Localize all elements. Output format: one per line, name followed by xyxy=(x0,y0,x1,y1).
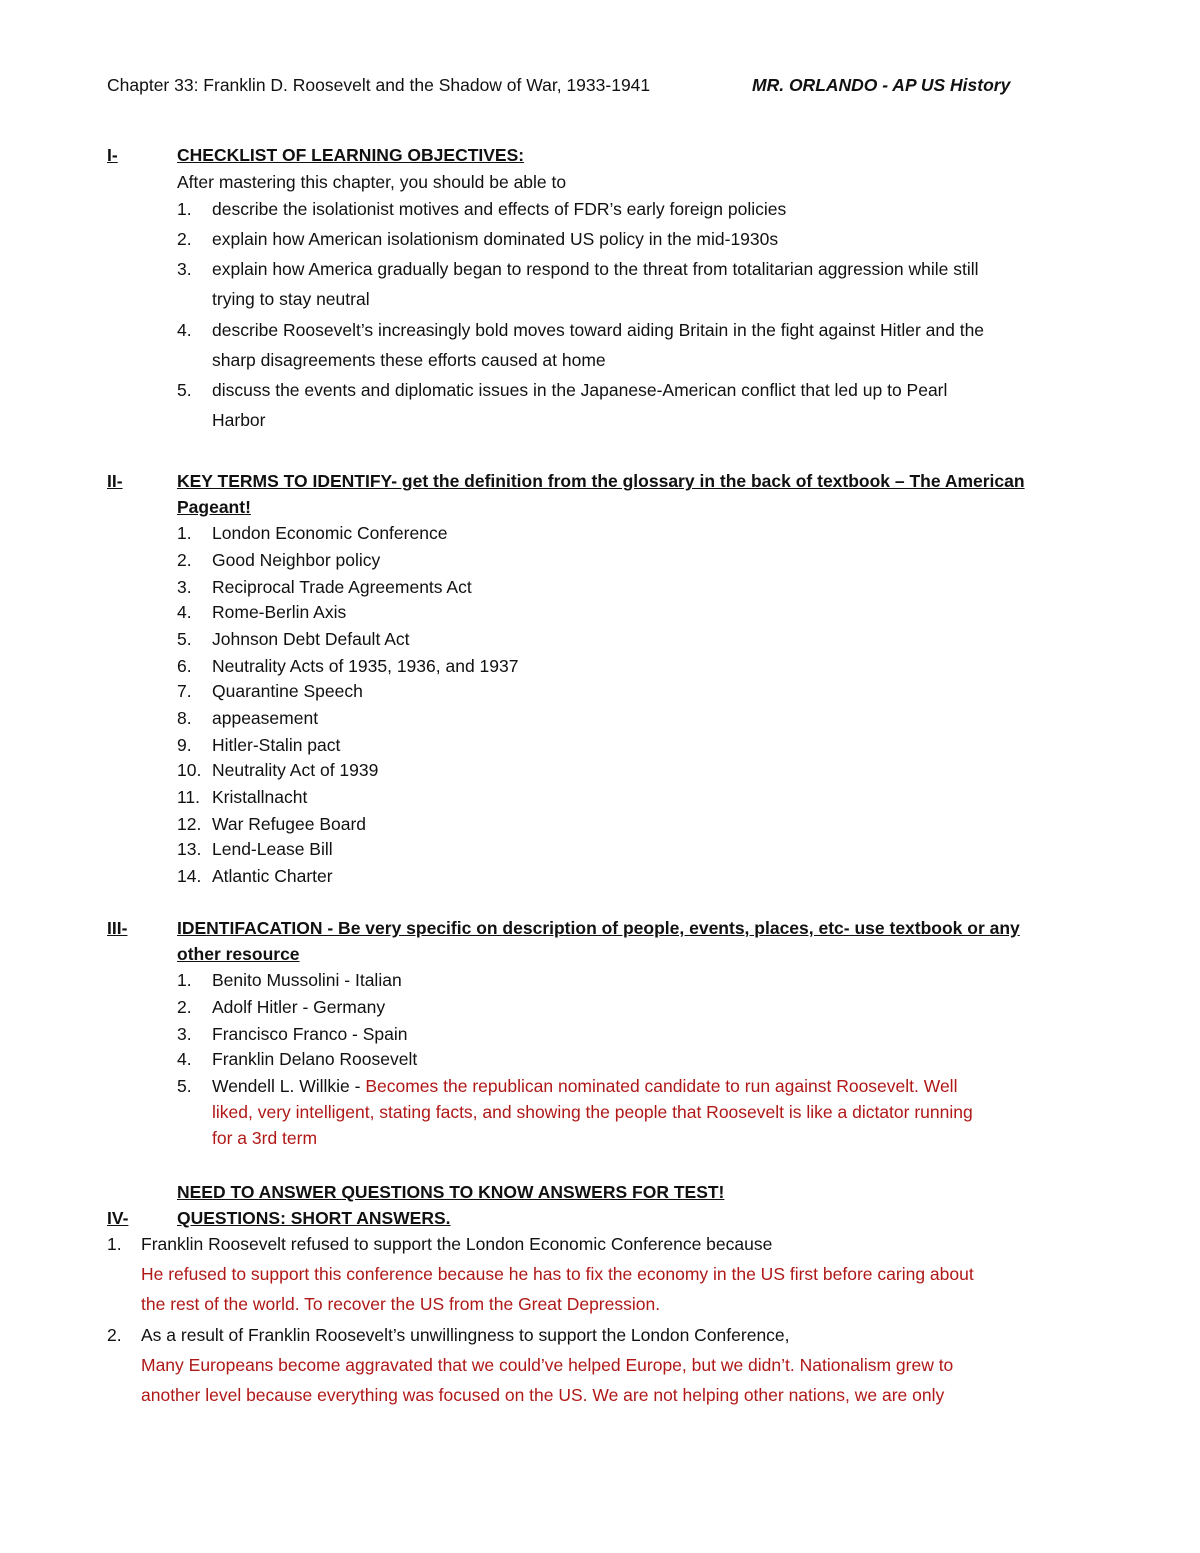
section-3-heading-continued: other resource xyxy=(177,944,300,964)
key-term-number: 4. xyxy=(177,602,192,622)
identification-name: Wendell L. Willkie - xyxy=(212,1076,366,1096)
key-term: Johnson Debt Default Act xyxy=(212,629,410,649)
identification-answer: Becomes the republican nominated candidate to run against Roosevelt. Well xyxy=(365,1076,958,1096)
identification-number: 1. xyxy=(177,970,192,990)
key-term: Neutrality Act of 1939 xyxy=(212,760,379,780)
identification-number: 3. xyxy=(177,1024,192,1044)
objective-number: 4. xyxy=(177,320,192,340)
key-term: Rome-Berlin Axis xyxy=(212,602,347,622)
section-3-numeral: III- xyxy=(107,918,128,938)
section-3-heading: IDENTIFACATION - Be very specific on description of people, events, places, etc- use textbook or any xyxy=(177,918,1020,938)
key-term-number: 2. xyxy=(177,550,192,570)
key-term-number: 14. xyxy=(177,866,202,886)
identification-item: Francisco Franco - Spain xyxy=(212,1024,408,1044)
section-2-numeral: II- xyxy=(107,471,123,491)
key-term: appeasement xyxy=(212,708,319,728)
identification-item: Benito Mussolini - Italian xyxy=(212,970,402,990)
key-term-number: 8. xyxy=(177,708,192,728)
key-term-number: 11. xyxy=(177,787,201,807)
key-term-number: 1. xyxy=(177,523,192,543)
section-4-numeral: IV- xyxy=(107,1208,129,1228)
section-1-intro: After mastering this chapter, you should be able to xyxy=(177,172,567,192)
identification-item: Franklin Delano Roosevelt xyxy=(212,1049,418,1069)
key-term-number: 9. xyxy=(177,735,192,755)
objective-text-continued: trying to stay neutral xyxy=(212,289,370,309)
key-term: London Economic Conference xyxy=(212,523,448,543)
identification-answer-continued: liked, very intelligent, stating facts, and showing the people that Roosevelt is like a dictator running xyxy=(212,1102,973,1122)
key-term: Kristallnacht xyxy=(212,787,308,807)
question-number: 2. xyxy=(107,1325,122,1345)
objective-number: 5. xyxy=(177,380,192,400)
question-number: 1. xyxy=(107,1234,122,1254)
question-text: Franklin Roosevelt refused to support the London Economic Conference because xyxy=(141,1234,773,1254)
section-4-heading: QUESTIONS: SHORT ANSWERS. xyxy=(177,1208,451,1228)
key-term: Quarantine Speech xyxy=(212,681,363,701)
objective-text: describe Roosevelt’s increasingly bold moves toward aiding Britain in the fight against Hitler and the xyxy=(212,320,985,340)
identification-number: 5. xyxy=(177,1076,192,1096)
objective-text: discuss the events and diplomatic issues in the Japanese-American conflict that led up to Pearl xyxy=(212,380,948,400)
section-2-heading-continued: Pageant! xyxy=(177,497,251,517)
objective-text: explain how American isolationism dominated US policy in the mid-1930s xyxy=(212,229,779,249)
identification-item: Adolf Hitler - Germany xyxy=(212,997,386,1017)
key-term-number: 13. xyxy=(177,839,202,859)
key-term: War Refugee Board xyxy=(212,814,367,834)
objective-number: 1. xyxy=(177,199,192,219)
objective-text: explain how America gradually began to respond to the threat from totalitarian aggression while still xyxy=(212,259,979,279)
question-answer: He refused to support this conference because he has to fix the economy in the US first before caring about xyxy=(141,1264,974,1284)
key-term-number: 10. xyxy=(177,760,202,780)
key-term: Hitler-Stalin pact xyxy=(212,735,341,755)
test-notice: NEED TO ANSWER QUESTIONS TO KNOW ANSWERS FOR TEST! xyxy=(177,1182,725,1202)
key-term: Reciprocal Trade Agreements Act xyxy=(212,577,472,597)
key-term-number: 5. xyxy=(177,629,192,649)
objective-text: describe the isolationist motives and effects of FDR’s early foreign policies xyxy=(212,199,787,219)
key-term-number: 6. xyxy=(177,656,192,676)
objective-number: 3. xyxy=(177,259,192,279)
chapter-title: Chapter 33: Franklin D. Roosevelt and the Shadow of War, 1933-1941 xyxy=(107,75,651,95)
section-2-heading: KEY TERMS TO IDENTIFY- get the definition from the glossary in the back of textbook – The American xyxy=(177,471,1025,491)
key-term-number: 3. xyxy=(177,577,192,597)
question-answer-continued: another level because everything was focused on the US. We are not helping other nations, we are only xyxy=(141,1385,945,1405)
section-1-heading: CHECKLIST OF LEARNING OBJECTIVES: xyxy=(177,145,525,165)
objective-text-continued: Harbor xyxy=(212,410,266,430)
identification-item-with-answer xyxy=(212,1076,957,1097)
key-term-number: 12. xyxy=(177,814,202,834)
section-1-numeral: I- xyxy=(107,145,118,165)
key-term-number: 7. xyxy=(177,681,192,701)
question-answer: Many Europeans become aggravated that we could’ve helped Europe, but we didn’t. Nationalism grew to xyxy=(141,1355,954,1375)
document-header xyxy=(107,75,1011,96)
question-answer-continued: the rest of the world. To recover the US from the Great Depression. xyxy=(141,1294,661,1314)
key-term: Good Neighbor policy xyxy=(212,550,381,570)
question-text: As a result of Franklin Roosevelt’s unwillingness to support the London Conference, xyxy=(141,1325,790,1345)
identification-answer-continued: for a 3rd term xyxy=(212,1128,318,1148)
identification-number: 4. xyxy=(177,1049,192,1069)
course-label: MR. ORLANDO - AP US History xyxy=(752,75,1011,95)
key-term: Atlantic Charter xyxy=(212,866,333,886)
objective-text-continued: sharp disagreements these efforts caused at home xyxy=(212,350,606,370)
key-term: Lend-Lease Bill xyxy=(212,839,333,859)
identification-number: 2. xyxy=(177,997,192,1017)
key-term: Neutrality Acts of 1935, 1936, and 1937 xyxy=(212,656,519,676)
objective-number: 2. xyxy=(177,229,192,249)
